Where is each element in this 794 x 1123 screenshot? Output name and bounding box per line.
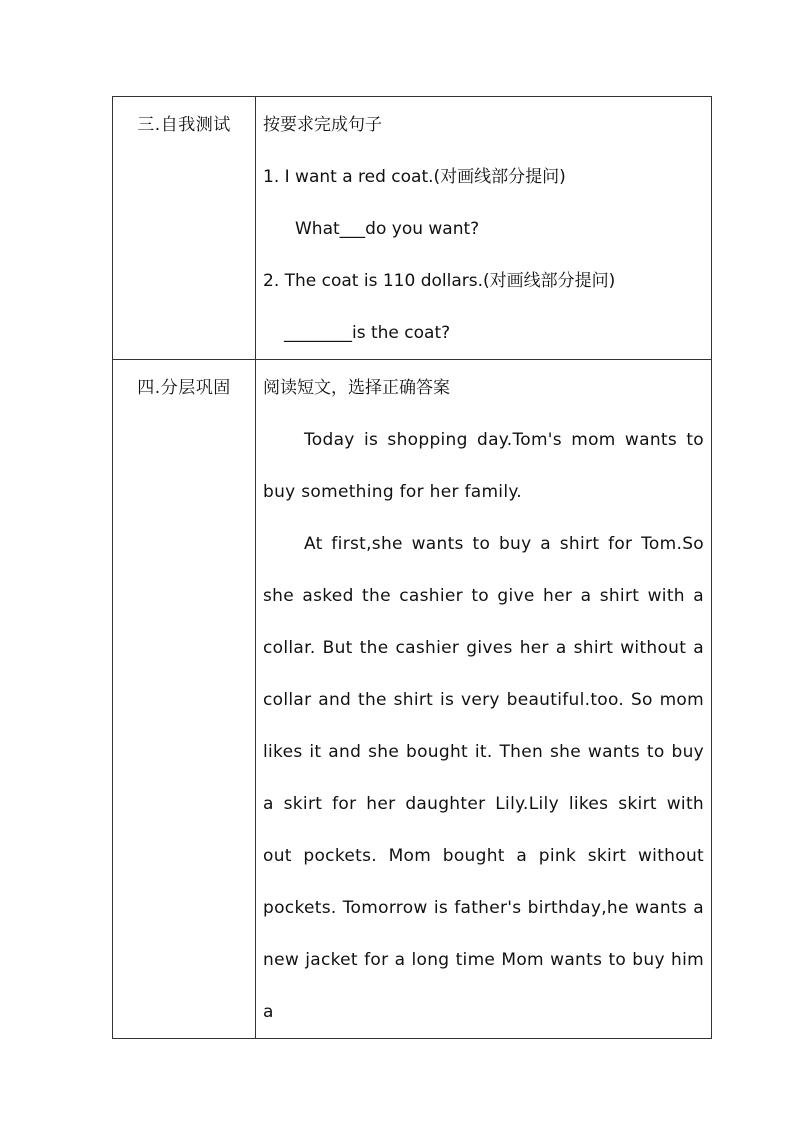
question-2-answer: ________is the coat? (284, 323, 451, 343)
self-test-label-cell (113, 97, 256, 360)
self-test-content-cell (256, 97, 712, 360)
consolidation-content-cell (256, 360, 712, 1039)
consolidation-row (113, 360, 712, 1039)
self-test-row (113, 97, 712, 360)
reading-heading: 阅读短文，选择正确答案 (263, 378, 450, 398)
consolidation-label-cell (113, 360, 256, 1039)
self-test-label: 三.自我测试 (137, 115, 231, 135)
reading-paragraph-1: Today is shopping day.Tom's mom wants to buy something for her family. (263, 430, 704, 502)
worksheet-table (112, 96, 712, 1039)
consolidation-label: 四.分层巩固 (137, 378, 231, 398)
question-1-answer: What___do you want? (295, 219, 480, 239)
question-2: 2. The coat is 110 dollars.(对画线部分提问) (263, 271, 616, 291)
question-1: 1. I want a red coat.(对画线部分提问) (263, 167, 566, 187)
reading-paragraph-2: At first,she wants to buy a shirt for Tom.So she asked the cashier to give her a shirt with a collar. But the cashier gives her a shirt without a collar and the shirt is very beautiful.too. So mom likes it and she bought it. Then she wants to buy a skirt for her daughter Lily.Lily likes skirt with out pockets. Mom bought a pink skirt without pockets. Tomorrow is father's birthday,he wants a new jacket for a long time Mom wants to buy him a (263, 534, 704, 1022)
self-test-heading: 按要求完成句子 (263, 115, 382, 135)
